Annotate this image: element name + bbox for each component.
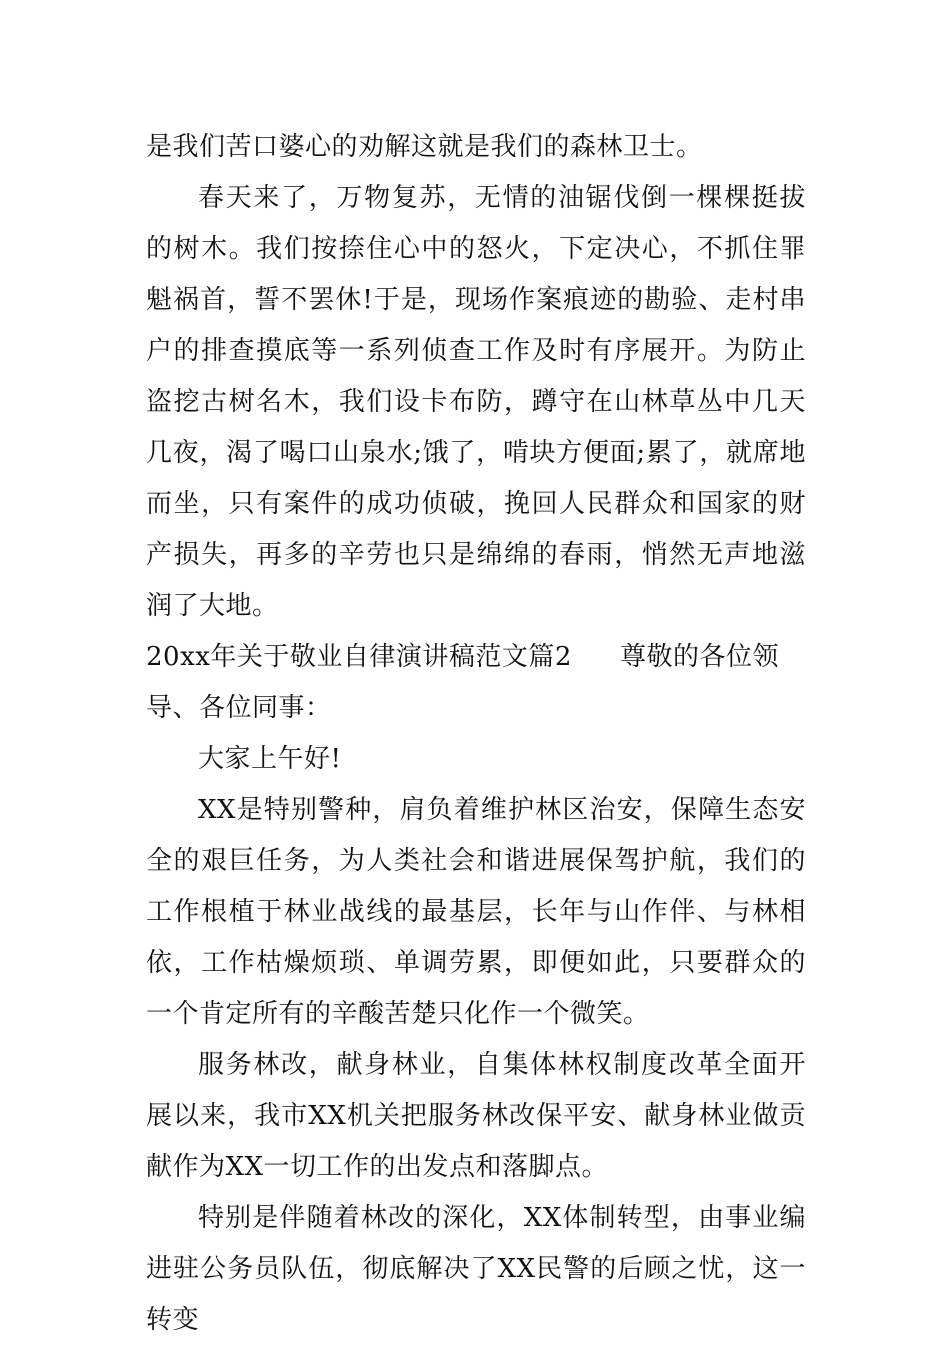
section-title: 20xx年关于敬业自律演讲稿范文篇2 — [146, 642, 572, 672]
reform-paragraph: 特别是伴随着林改的深化，XX体制转型，由事业编进驻公务员队伍，彻底解决了XX民警的后顾之忧，这一转变 — [146, 1203, 806, 1335]
continuation-paragraph: 是我们苦口婆心的劝解这就是我们的森林卫士。 — [146, 132, 703, 162]
document-page — [146, 122, 806, 1346]
spring-paragraph: 春天来了，万物复苏，无情的油锯伐倒一棵棵挺拔的树木。我们按捺住心中的怒火，下定决心，不抓住罪魁祸首，誓不罢休!于是，现场作案痕迹的勘验、走村串户的排查摸底等一系列侦查工作及时有序展开。为防止盗挖古树名木，我们设卡布防，蹲守在山林草丛中几天几夜，渴了喝口山泉水;饿了，啃块方便面;累了，就席地而坐，只有案件的成功侦破，挽回人民群众和国家的财产损失，再多的辛劳也只是绵绵的春雨，悄然无声地滋润了大地。 — [146, 183, 806, 621]
section-heading-line — [146, 632, 806, 734]
salutation: 尊敬的各位领导、各位同事： — [146, 642, 779, 723]
greeting-paragraph: 大家上午好! — [198, 744, 342, 774]
duty-paragraph: XX是特别警种，肩负着维护林区治安，保障生态安全的艰巨任务，为人类社会和谐进展保驾护航，我们的工作根植于林业战线的最基层，长年与山作伴、与林相依，工作枯燥烦琐、单调劳累，即便如此，只要群众的一个肯定所有的辛酸苦楚只化作一个微笑。 — [146, 795, 806, 1029]
service-paragraph: 服务林改，献身林业，自集体林权制度改革全面开展以来，我市XX机关把服务林改保平安、献身林业做贡献作为XX一切工作的出发点和落脚点。 — [146, 1050, 806, 1182]
